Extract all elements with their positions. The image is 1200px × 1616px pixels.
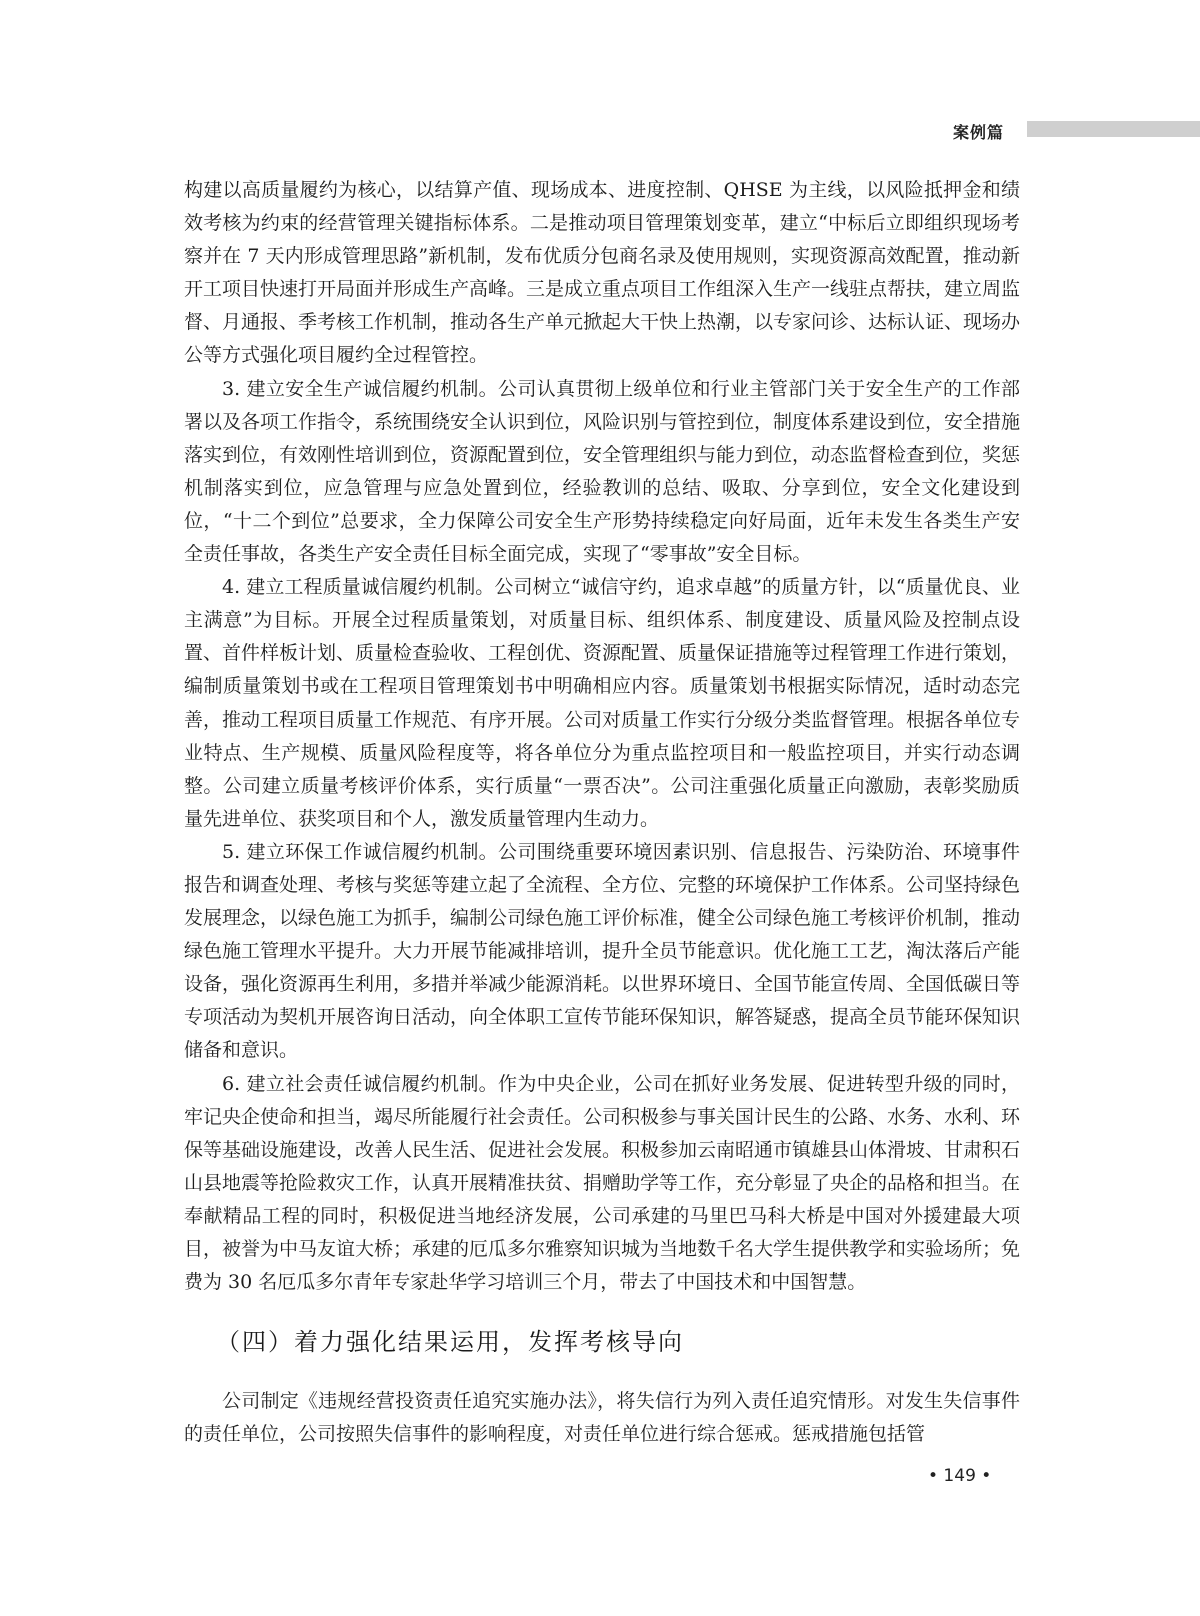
paragraph-quality-mechanism: 4. 建立工程质量诚信履约机制。公司树立“诚信守约，追求卓越”的质量方针，以“质量优良、业主满意”为目标。开展全过程质量策划，对质量目标、组织体系、制度建设、质量风险及控制点设置、首件样板计划、质量检查验收、工程创优、资源配置、质量保证措施等过程管理工作进行策划，编制质量策划书或在工程项目管理策划书中明确相应内容。质量策划书根据实际情况，适时动态完善，推动工程项目质量工作规范、有序开展。公司对质量工作实行分级分类监督管理。根据各单位专业特点、生产规模、质量风险程度等，将各单位分为重点监控项目和一般监控项目，并实行动态调整。公司建立质量考核评价体系，实行质量“一票否决”。公司注重强化质量正向激励，表彰奖励质量先进单位、获奖项目和个人，激发质量管理内生动力。	[184, 576, 1021, 830]
page-number: • 149 •	[928, 1466, 992, 1486]
paragraph-continued: 构建以高质量履约为核心，以结算产值、现场成本、进度控制、QHSE 为主线，以风险抵押金和绩效考核为约束的经营管理关键指标体系。二是推动项目管理策划变革，建立“中标后立即组织现场考察并在 7 天内形成管理思路”新机制，发布优质分包商名录及使用规则，实现资源高效配置，推动新开工项目快速打开局面并形成生产高峰。三是成立重点项目工作组深入生产一线驻点帮扶，建立周监督、月通报、季考核工作机制，推动各生产单元掀起大干快上热潮，以专家问诊、达标认证、现场办公等方式强化项目履约全过程管控。	[184, 179, 1021, 367]
header-bar	[1027, 121, 1200, 137]
paragraph-closing: 公司制定《违规经营投资责任追究实施办法》，将失信行为列入责任追究情形。对发生失信事件的责任单位，公司按照失信事件的影响程度，对责任单位进行综合惩戒。惩戒措施包括管	[184, 1390, 1020, 1446]
header-section-label: 案例篇	[953, 123, 1005, 142]
paragraph-environment-mechanism: 5. 建立环保工作诚信履约机制。公司围绕重要环境因素识别、信息报告、污染防治、环境事件报告和调查处理、考核与奖惩等建立起了全流程、全方位、完整的环境保护工作体系。公司坚持绿色发展理念，以绿色施工为抓手，编制公司绿色施工评价标准，健全公司绿色施工考核评价机制，推动绿色施工管理水平提升。大力开展节能减排培训，提升全员节能意识。优化施工工艺，淘汰落后产能设备，强化资源再生利用，多措并举减少能源消耗。以世界环境日、全国节能宣传周、全国低碳日等专项活动为契机开展咨询日活动，向全体职工宣传节能环保知识，解答疑惑，提高全员节能环保知识储备和意识。	[184, 840, 1021, 1062]
paragraph-social-responsibility: 6. 建立社会责任诚信履约机制。作为中央企业，公司在抓好业务发展、促进转型升级的同时，牢记央企使命和担当，竭尽所能履行社会责任。公司积极参与事关国计民生的公路、水务、水利、环保等基础设施建设，改善人民生活、促进社会发展。积极参加云南昭通市镇雄县山体滑坡、甘肃积石山县地震等抢险救灾工作，认真开展精准扶贫、捐赠助学等工作，充分彰显了央企的品格和担当。在奉献精品工程的同时，积极促进当地经济发展，公司承建的马里巴马科大桥是中国对外援建最大项目，被誉为中马友谊大桥；承建的厄瓜多尔雅察知识城为当地数千名大学生提供教学和实验场所；免费为 30 名厄瓜多尔青年专家赴华学习培训三个月，带去了中国技术和中国智慧。	[184, 1072, 1021, 1294]
body-text	[184, 174, 1020, 1451]
paragraph-safety-mechanism: 3. 建立安全生产诚信履约机制。公司认真贯彻上级单位和行业主管部门关于安全生产的工作部署以及各项工作指令，系统围绕安全认识到位，风险识别与管控到位，制度体系建设到位，安全措施落实到位，有效刚性培训到位，资源配置到位，安全管理组织与能力到位，动态监督检查到位，奖惩机制落实到位，应急管理与应急处置到位，经验教训的总结、吸取、分享到位，安全文化建设到位，“十二个到位”总要求，全力保障公司安全生产形势持续稳定向好局面，近年未发生各类生产安全责任事故，各类生产安全责任目标全面完成，实现了“零事故”安全目标。	[184, 377, 1021, 566]
section-heading: （四）着力强化结果运用，发挥考核导向	[216, 1328, 684, 1357]
